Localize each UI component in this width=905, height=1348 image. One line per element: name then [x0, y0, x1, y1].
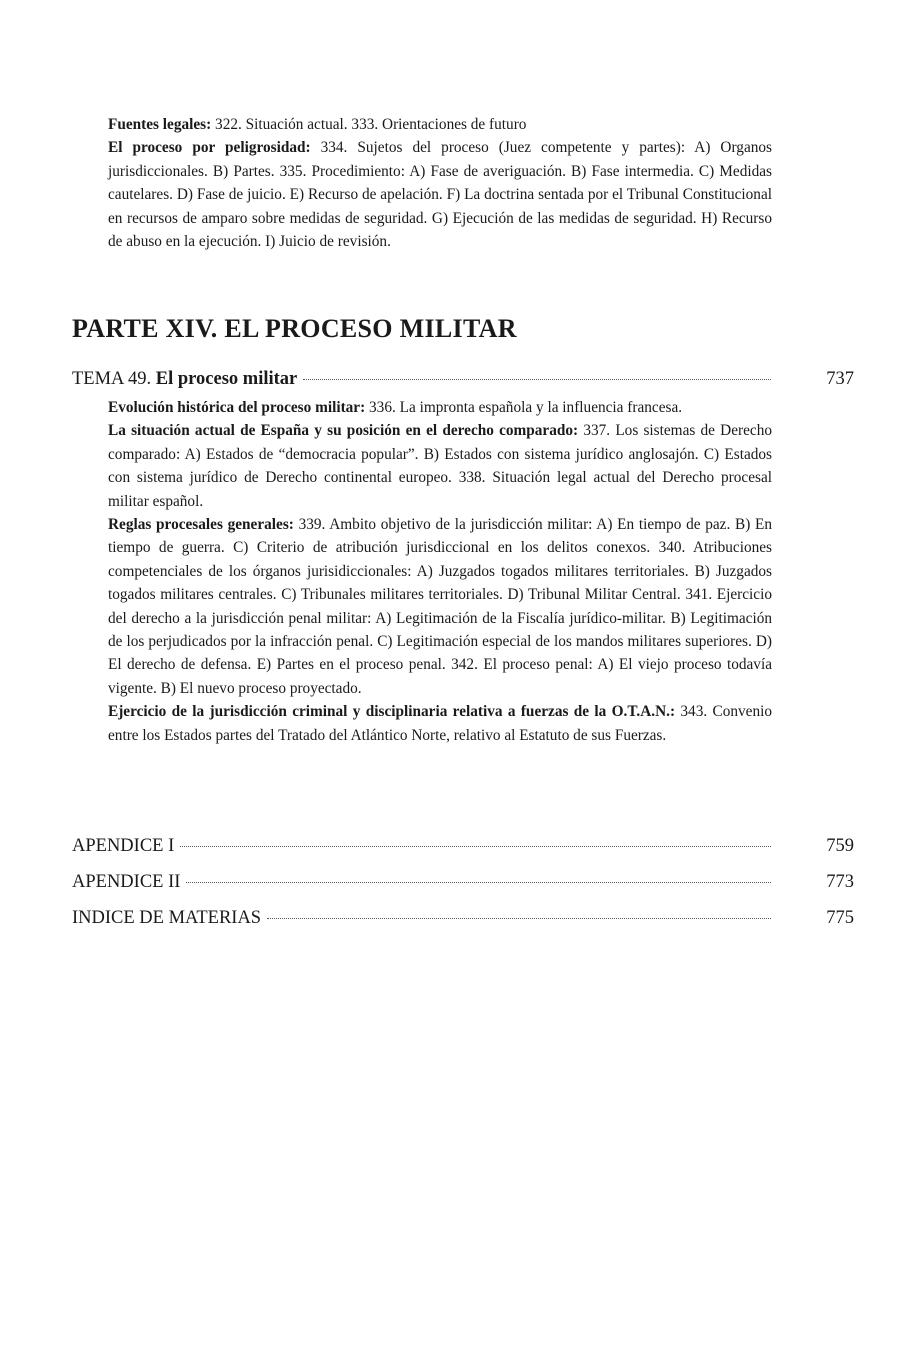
reglas-procesales-paragraph: [108, 513, 772, 700]
dot-leader: [186, 882, 771, 883]
paragraph-lead: Ejercicio de la jurisdicción criminal y disciplinaria relativa a fuerzas de la O.T.A.N.:: [108, 703, 676, 721]
situacion-actual-paragraph: [108, 419, 772, 513]
toc-page-number: 773: [826, 872, 854, 892]
paragraph-lead: El proceso por peligrosidad:: [108, 139, 311, 157]
fuentes-legales-paragraph: [108, 113, 772, 136]
proceso-peligrosidad-paragraph: [108, 136, 772, 253]
dot-leader: [267, 918, 771, 919]
toc-page-number: 775: [826, 908, 854, 928]
intro-section: [108, 113, 772, 253]
toc-entry-indice-materias[interactable]: [72, 906, 854, 930]
paragraph-lead: Fuentes legales:: [108, 116, 212, 133]
toc-entry-label: INDICE DE MATERIAS: [72, 908, 262, 928]
paragraph-lead: Reglas procesales generales:: [108, 516, 294, 534]
paragraph-text: 336. La impronta española y la influencia francesa.: [365, 399, 683, 416]
tema-49-contents: [108, 396, 772, 747]
paragraph-lead: Evolución histórica del proceso militar:: [108, 399, 366, 416]
dot-leader: [303, 379, 771, 380]
toc-entry-label: [72, 367, 297, 391]
tema-title: El proceso militar: [155, 369, 298, 389]
otan-paragraph: [108, 700, 772, 747]
toc-entry-apendice-2[interactable]: [72, 870, 854, 894]
toc-entry-label: APENDICE I: [72, 836, 175, 856]
paragraph-text: 322. Situación actual. 333. Orientaciones de futuro: [211, 116, 527, 133]
toc-entry-tema-49[interactable]: [72, 367, 854, 391]
toc-entry-apendice-1[interactable]: [72, 834, 854, 858]
paragraph-text: 339. Ambito objetivo de la jurisdicción militar: A) En tiempo de paz. B) En tiempo de guerra. C) Criterio de atribución jurisdiccional en los delitos conexos. 340. Atribuciones competenciales de los órganos jurisidiccionales: A) Juzgados togados militares territoriales. B) Juzgados togados militares centrales. C) Tribunales militares territoriales. D) Tribunal Militar Central. 341. Ejercicio del derecho a la jurisdicción penal militar: A) Legitimación de la Fiscalía jurídico-militar. B) Legitimación de los perjudicados por la infracción penal. C) Legitimación especial de los mandos militares superiores. D) El derecho de defensa. E) Partes en el proceso penal. 342. El proceso penal: A) El viejo proceso todavía vigente. B) El nuevo proceso proyectado.: [108, 516, 772, 697]
toc-page-number: 737: [826, 369, 854, 389]
toc-page-number: 759: [826, 836, 854, 856]
toc-entry-label: APENDICE II: [72, 872, 181, 892]
part-heading: PARTE XIV. EL PROCESO MILITAR: [72, 314, 517, 343]
tema-prefix: TEMA 49.: [72, 369, 156, 389]
paragraph-text: 343. Convenio entre los Estados partes del Tratado del Atlántico Norte, relativo al Estatuto de sus Fuerzas.: [108, 703, 773, 744]
dot-leader: [180, 846, 771, 847]
evolucion-historica-paragraph: [108, 396, 772, 419]
paragraph-text: 337. Los sistemas de Derecho comparado: A) Estados de “democracia popular”. B) Estados con sistema jurídico anglosajón. C) Estados con sistema jurídico de Derecho continental europeo. 338. Situación legal actual del Derecho procesal militar español.: [108, 422, 772, 510]
paragraph-lead: La situación actual de España y su posición en el derecho comparado:: [108, 422, 579, 440]
paragraph-text: 334. Sujetos del proceso (Juez competente y partes): A) Organos jurisdiccionales. B) Partes. 335. Procedimiento: A) Fase de averiguación. B) Fase intermedia. C) Medidas cautelares. D) Fase de juicio. E) Recurso de apelación. F) La doctrina sentada por el Tribunal Constitucional en recursos de amparo sobre medidas de seguridad. G) Ejecución de las medidas de seguridad. H) Recurso de abuso en la ejecución. I) Juicio de revisión.: [108, 139, 772, 251]
